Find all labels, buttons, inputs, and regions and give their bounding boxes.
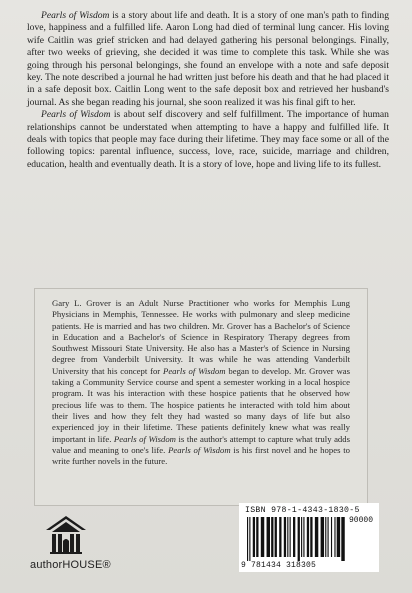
author-bio-paragraph: Gary L. Grover is an Adult Nurse Practitioner who works for Memphis Lung Physicians in Memphis, Tennessee. He works with pulmonary and sleep medicine patients. He is married and has two children. Mr. Grover has a Bachelor's of Science in Education and a Bachelor's of Science in Respiratory Therapy degrees from Southwest Missouri State University. He also has a Master's of Science in Nursing degree from Vanderbilt University. It was while he was attending Vanderbilt University that his concept for Pearls of Wisdom began to develop. Mr. Grover was taking a Community Service course and spent a semester working in a local hospice program. It was his interaction with these hospice patients that he observed how precious life was to them. The hospice patients he interacted with told him about their lives and how they felt they had wasted so many days of life but also experienced joy in their lifetime. These patients definitely knew what was really important in life. Pearls of Wisdom is the author's attempt to capture what truly adds value and meaning to one's life. Pearls of Wisdom is his first novel and he hopes to write further novels in the future. xyxy=(52,298,351,467)
barcode-bar xyxy=(290,517,291,557)
barcode-bar xyxy=(247,517,248,561)
book-title: Pearls of Wisdom xyxy=(163,365,226,376)
barcode-bar xyxy=(287,517,288,557)
publisher-name: authorHOUSE® xyxy=(30,559,111,571)
barcode-bar xyxy=(321,517,324,557)
isbn-barcode xyxy=(239,503,379,572)
authorhouse-house-logo-icon xyxy=(44,514,88,554)
barcode-bar xyxy=(301,517,302,557)
book-title: Pearls of Wisdom xyxy=(113,433,176,444)
barcode-bar xyxy=(310,517,312,557)
barcode-bar xyxy=(261,517,264,557)
barcode-bars xyxy=(245,517,375,563)
barcode-bar xyxy=(275,517,277,557)
barcode-bar xyxy=(249,517,250,561)
barcode-bar xyxy=(328,517,329,557)
barcode-bar xyxy=(256,517,258,557)
barcode-bar xyxy=(279,517,281,557)
barcode-bar xyxy=(315,517,318,557)
barcode-bar xyxy=(303,517,304,557)
barcode-bar xyxy=(307,517,309,557)
barcode-bar xyxy=(331,517,332,557)
isbn-label: ISBN 978-1-4343-1830-5 xyxy=(245,506,360,515)
barcode-bar xyxy=(325,517,326,557)
barcode-bar xyxy=(284,517,286,557)
synopsis-paragraph-1: Pearls of Wisdom is a story about life and death. It is a story of one man's path to finding love, happiness and a fulfilled life. Aaron Long had died of terminal lung cancer. His loving wife Caitlin was grief stricken and had delayed gathering his personal belongings. Finally, after two weeks of grieving, she decided it was time to complete this task. While she was going through his personal belongings, she found an envelope with a note and safe deposit key. The note described a journal he had written just before his death and that he had placed it in a safe deposit box. Caitlin Long went to the safe deposit box and retrieved her husband's journal. As she began reading his journal, she soon realized it was his final gift to her. xyxy=(27,10,389,108)
ean-digits: 9 781434 318305 xyxy=(241,561,317,570)
barcode-bar xyxy=(337,517,340,557)
barcode-bar xyxy=(271,517,273,557)
book-title: Pearls of Wisdom xyxy=(168,444,231,455)
barcode-bar xyxy=(341,517,344,561)
book-title: Pearls of Wisdom xyxy=(41,109,111,121)
publisher-logo xyxy=(30,514,120,574)
book-title: Pearls of Wisdom xyxy=(41,10,110,21)
barcode-bar xyxy=(298,517,300,561)
barcode-bar xyxy=(293,517,295,557)
author-bio xyxy=(52,298,350,467)
synopsis-text xyxy=(27,10,389,171)
price-code: 90000 xyxy=(348,516,373,525)
barcode-bar xyxy=(267,517,270,557)
synopsis-paragraph-2: Pearls of Wisdom is about self discovery and self fulfillment. The importance of human relationships cannot be understated when attempting to have a happy and fulfilled life. It deals with topics that people may face during their lifetime. They may face some or all of the following topics: parental influence, success, love, race, suicide, marriage and children, education, health and eventually death. It is a story of love, hope and living life to its fullest. xyxy=(27,109,389,170)
barcode-bar xyxy=(253,517,255,557)
barcode-bar xyxy=(334,517,335,557)
